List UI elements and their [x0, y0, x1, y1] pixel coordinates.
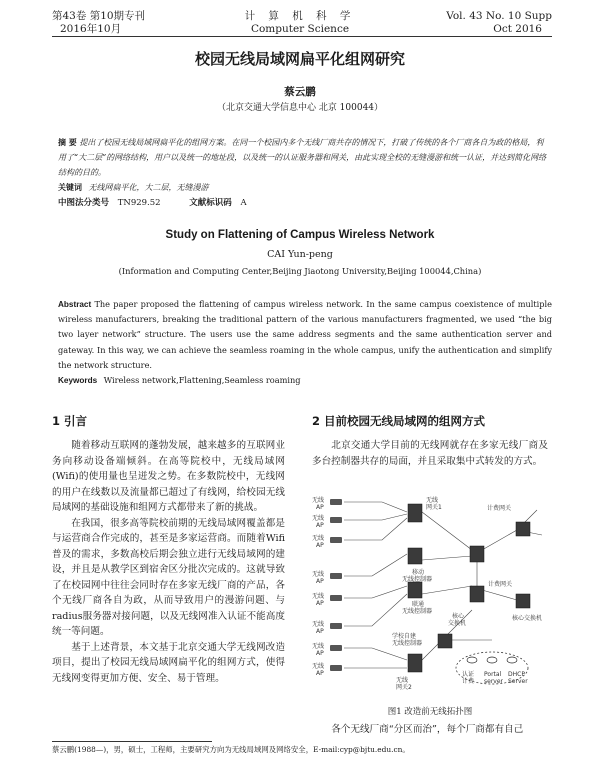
keywords-en	[58, 373, 552, 388]
section-2-paragraph: 各个无线厂商“分区而治”，每个厂商都有自己	[331, 724, 524, 735]
footnote-rule	[52, 741, 212, 742]
ap-label: 无线 AP	[312, 621, 325, 635]
ap-labels	[312, 496, 324, 677]
core-switch-device	[516, 594, 530, 608]
mobile-ctrl-label: 移动无线控制器	[402, 569, 433, 583]
section-1-paragraph: 基于上述背景，本文基于北京交通大学无线网改造项目，提出了校园无线局域网扁平化的组网方式，使得无线网变得更加方便、安全、易于管理。	[52, 641, 285, 684]
header-volume: 第43卷 第10期专刊	[52, 10, 146, 22]
link-line	[482, 590, 517, 600]
devices	[408, 504, 530, 672]
ap-icon	[330, 517, 342, 523]
section-2-paragraph: 北京交通大学目前的无线网就存在多家无线厂商及多台控制器共存的局面，并且采取集中式转发的方式。	[312, 440, 548, 467]
dhcp-server-icon	[507, 657, 517, 663]
section-1-paragraph: 在我国，很多高等院校前期的无线局域网覆盖都是与运营商合作完成的，甚至是多家运营商。而随着Wifi普及的需求，多数高校后期会独立进行无线局域网的建设，并且是从教学区到宿舍区分批次完成的。这就导致了在校园网中往往会同时存在多家无线厂商的产品，各个无线厂商各自为政，从而导致用户的漫游问题、与radius服务器对接问题，以及无线网准入认证不能高度统一等问题。	[52, 517, 285, 637]
classification-line	[58, 196, 247, 208]
ap-icon	[330, 573, 342, 579]
ap-icon	[330, 623, 342, 629]
ap-label: 无线 AP	[312, 535, 325, 549]
ap-label: 无线 AP	[312, 643, 325, 657]
clc-code: TN929.52	[117, 198, 161, 208]
ap-label: 无线 AP	[312, 593, 325, 607]
gateway2-label: 无线网关2	[396, 677, 412, 691]
header-rule	[52, 36, 552, 37]
author-en: CAI Yun-peng	[267, 249, 333, 260]
ap-icon	[330, 645, 342, 651]
dhcp-label: DHCP Server	[508, 671, 528, 685]
core-label: 核心交换机	[448, 613, 467, 627]
mobile-controller-device	[408, 548, 422, 564]
keywords-cn-text: 无线网扁平化，大二层，无缝漫游	[88, 183, 209, 192]
doc-code-label: 文献标识码	[189, 198, 232, 208]
gateway1-label: 无线网关1	[426, 497, 442, 511]
figure-1-caption: 图1 改造前无线拓扑图	[387, 707, 473, 717]
section-1-body	[52, 438, 285, 686]
abstract-en-text: The paper proposed the flattening of campus wireless network. In the same campus coexistence of multiple wireless manufacturers, breaking the traditional pattern of the various manufacturers fragmented, we used “the big two layer network” structure. The users use the same address segments and the same authentication server and gateway. In this way, we can achieve the seamless roaming in the whole campus, unify the authentication and simplify the network structure.	[58, 299, 552, 370]
core-switch-label: 核心交换机	[512, 615, 543, 622]
abstract-cn	[58, 135, 548, 181]
link-line	[344, 554, 407, 576]
author-cn: 蔡云鹏	[284, 86, 316, 98]
ap-icons	[330, 499, 342, 671]
link-line	[344, 502, 407, 512]
link-line	[482, 530, 517, 550]
unicom-ctrl-label: 联通无线控制器	[402, 601, 433, 615]
paper-title-cn: 校园无线局域网扁平化组网研究	[194, 50, 405, 68]
header-journal-en: Computer Science	[250, 23, 350, 35]
section-2-continued	[312, 722, 548, 738]
auth-server-icon	[467, 657, 477, 663]
portal-label: Portal server	[484, 671, 503, 685]
clc-label: 中图法分类号	[58, 198, 110, 208]
abstract-en	[58, 297, 552, 373]
keywords-cn	[58, 180, 548, 195]
link-line	[422, 586, 472, 594]
doc-code: A	[240, 198, 247, 208]
keywords-cn-label: 关键词	[58, 183, 82, 192]
ap-label: 无线 AP	[312, 571, 325, 585]
ap-icon	[330, 595, 342, 601]
unicom-controller-device	[408, 582, 422, 598]
link-line	[422, 512, 472, 550]
campus-ctrl-label: 学校自建无线控制器	[392, 633, 423, 647]
gateway1-device	[408, 504, 422, 522]
header-volume-en: Vol. 43 No. 10 Supp	[446, 10, 552, 22]
ap-label: 无线 AP	[312, 515, 325, 529]
core-switch-device	[470, 586, 484, 602]
auth-label: 认证计费	[462, 671, 475, 685]
keywords-en-text: Wireless network,Flattening,Seamless roaming	[103, 375, 301, 385]
paper-title-en: Study on Flattening of Campus Wireless Network	[165, 229, 435, 241]
affiliation-en: (Information and Computing Center,Beijing Jiaotong University,Beijing 100044,China)	[118, 266, 482, 276]
portal-server-icon	[487, 657, 497, 663]
section-1-paragraph: 随着移动互联网的蓬勃发展，越来越多的互联网业务向移动设备端倾斜。在高等院校中，无线局域网(Wifi)的使用量也呈迸发之势。在多数院校中，无线网的用户在线数以及流量都已超过了有线网，给校园无线局域网的基础设施和组网方式都带来了新的挑战。	[52, 440, 285, 513]
journal-volume-en	[446, 10, 552, 36]
abstract-en-label: Abstract	[58, 300, 92, 309]
ap-label: 无线 AP	[312, 497, 325, 511]
gateway2-device	[408, 654, 422, 672]
header-date-cn: 2016年10月	[60, 23, 122, 35]
section-1-heading: 1 引言	[52, 414, 88, 428]
section-2-heading: 2 目前校园无线局域网的组网方式	[312, 414, 486, 428]
ap-icon	[330, 665, 342, 671]
link-line	[344, 648, 407, 660]
header-date-en: Oct 2016	[493, 23, 542, 35]
link-line	[344, 586, 407, 598]
campus-controller-device	[438, 634, 452, 648]
header-journal-cn: 计 算 机 科 学	[244, 10, 356, 22]
keywords-en-label: Keywords	[58, 376, 98, 385]
affiliation-cn: （北京交通大学信息中心 北京 100044）	[216, 103, 384, 113]
author-footnote: 蔡云鹏(1988—)，男，硕士，工程师，主要研究方向为无线局域网及网络安全，E-mail:cyp@bjtu.edu.cn。	[52, 745, 410, 754]
link-line	[344, 514, 407, 520]
ap-icon	[330, 499, 342, 505]
billing-gateway-label: 计费网关	[487, 505, 512, 512]
ap-label: 无线 AP	[312, 663, 325, 677]
section-2-intro	[312, 438, 548, 469]
abstract-cn-text: 提出了校园无线局域网扁平化的组网方案。在同一个校园内多个无线厂商共存的情况下，打破了传统的各个厂商各自为政的格局，利用了“大二层”的网络结构，用户以及统一的地址段，以及统一的认证服务器和网关，由此实现全校的无缝漫游和统一认证，并达到简化网络结构的目的。	[58, 138, 547, 178]
link-line	[344, 594, 407, 626]
link-line	[344, 518, 407, 540]
journal-issue	[52, 10, 145, 36]
topology-diagram	[312, 490, 552, 700]
link-line	[422, 556, 472, 560]
journal-title	[200, 10, 400, 36]
abstract-cn-label: 摘 要	[58, 138, 77, 147]
ap-icon	[330, 537, 342, 543]
billing-gateway-device	[516, 522, 530, 536]
core-switch-device	[470, 546, 484, 562]
billing-gateway-label: 计费网关	[488, 581, 513, 588]
